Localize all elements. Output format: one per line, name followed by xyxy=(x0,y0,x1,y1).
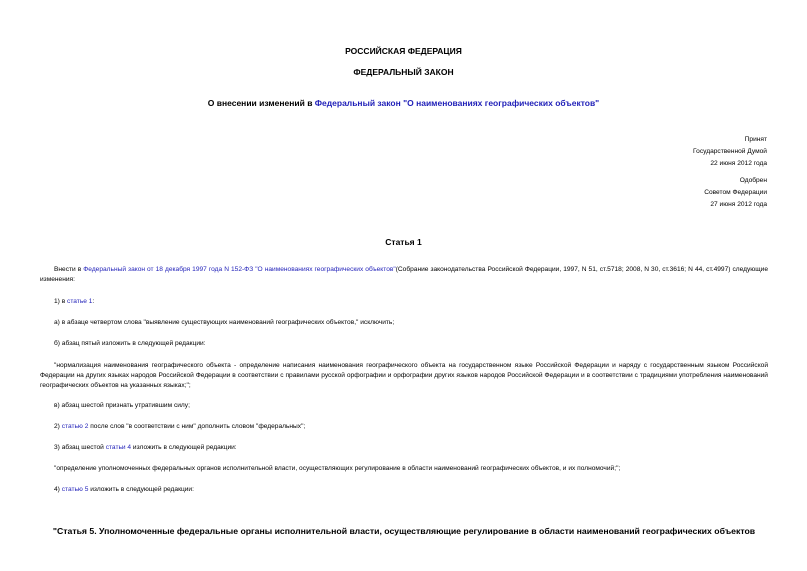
approval-line-1: Одобрен xyxy=(739,177,767,184)
item-3-prefix: 3) абзац шестой xyxy=(54,444,106,451)
article-1-link[interactable]: статье 1 xyxy=(67,298,93,305)
adoption-block xyxy=(567,134,767,170)
article-4-link[interactable]: статьи 4 xyxy=(105,444,132,451)
intro-prefix: Внести в xyxy=(54,266,84,273)
law-title-suffix: "О наименованиях географических объектов" xyxy=(400,98,600,108)
federation-heading: РОССИЙСКАЯ ФЕДЕРАЦИЯ xyxy=(345,46,462,56)
item-1 xyxy=(40,297,768,307)
item-b: б) абзац пятый изложить в следующей редакции: xyxy=(54,340,206,347)
federal-law-152-link[interactable]: Федеральный закон от 18 декабря 1997 года N 152-ФЗ "О наименованиях географических объектов" xyxy=(83,266,396,273)
item-3 xyxy=(40,443,768,453)
item-2 xyxy=(40,422,768,432)
item-4-suffix: изложить в следующей редакции: xyxy=(88,486,194,493)
adoption-line-1: Принят xyxy=(744,136,767,143)
approval-block xyxy=(567,175,767,211)
item-v: в) абзац шестой признать утратившим силу; xyxy=(54,402,190,409)
item-2-prefix: 2) xyxy=(54,423,62,430)
law-title xyxy=(0,98,807,108)
item-4 xyxy=(40,485,768,495)
item-a: а) в абзаце четвертом слова "выявление существующих наименований географических объектов," исключить; xyxy=(54,319,395,326)
adoption-line-2: Государственной Думой xyxy=(693,148,767,155)
item-3-suffix: изложить в следующей редакции: xyxy=(131,444,237,451)
quote-authorities: "определение уполномоченных федеральных органов исполнительной власти, осуществляющих регулирование в области наименований географических объектов, и их полномочий;"; xyxy=(54,465,621,472)
article-5-link[interactable]: статью 5 xyxy=(61,486,89,493)
article-5-heading: "Статья 5. Уполномоченные федеральные органы исполнительной власти, осуществляющие регулирование в области наименований географических объектов xyxy=(52,526,756,536)
law-type-heading: ФЕДЕРАЛЬНЫЙ ЗАКОН xyxy=(353,67,454,77)
item-1-prefix: 1) в xyxy=(54,298,68,305)
quote-normalization: "нормализация наименования географического объекта - определение написания наименования географического объекта на государственном языке Российской Федерации и наряду с государственным языком Российской Федерации на других языках народов Российской Федерации в соответствии с правилами русской орфографии и орфографии других языков народов Российской Федерации и в соответствии с традициями употребления наименований географических объектов на указанных языках;"; xyxy=(40,362,768,389)
law-title-prefix: О внесении изменений в xyxy=(207,98,315,108)
item-4-prefix: 4) xyxy=(54,486,62,493)
article-1-intro xyxy=(40,265,768,285)
approval-date: 27 июня 2012 года xyxy=(710,201,767,208)
item-2-suffix: после слов "в соответствии с ним" дополнить словом "федеральных"; xyxy=(88,423,306,430)
adoption-date: 22 июня 2012 года xyxy=(710,160,767,167)
approval-line-2: Советом Федерации xyxy=(704,189,767,196)
federal-law-link[interactable]: Федеральный закон xyxy=(314,98,401,108)
article-2-link[interactable]: статью 2 xyxy=(61,423,89,430)
item-1-suffix: : xyxy=(92,298,95,305)
article-1-heading: Статья 1 xyxy=(385,237,422,247)
intro-suffix: (Собрание законодательства Российской Федерации, 1997, N 51, ст.5718; 2008, N 30, ст.3616; N 44, ст.4997) следующие изменения: xyxy=(40,266,769,283)
